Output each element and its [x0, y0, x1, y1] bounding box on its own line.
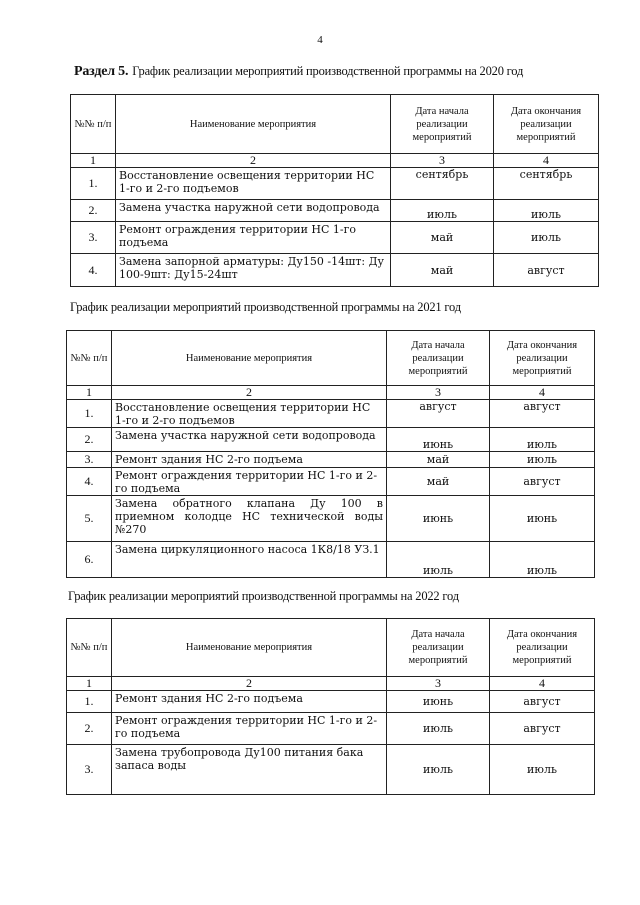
- row-end: июль: [490, 745, 595, 795]
- table-header-row: [67, 619, 595, 677]
- row-name: Замена циркуляционного насоса 1К8/18 УЗ.1: [112, 542, 387, 578]
- header-num: №№ п/п: [71, 95, 116, 154]
- row-start: сентябрь: [391, 168, 494, 200]
- col-index: 1: [71, 154, 116, 168]
- table-row: [71, 168, 599, 200]
- row-num: 1.: [67, 400, 112, 428]
- row-num: 1.: [67, 691, 112, 713]
- row-start: июнь: [387, 691, 490, 713]
- row-name: Восстановление освещения территории НС 1-го и 2-го подъемов: [112, 400, 387, 428]
- table-header-row: [67, 331, 595, 386]
- row-name: Замена обратного клапана Ду 100 в приемном колодце НС технической воды №270: [112, 496, 387, 542]
- col-index: 2: [116, 154, 391, 168]
- table-row: [71, 200, 599, 222]
- header-start: Дата начала реализации мероприятий: [391, 95, 494, 154]
- row-num: 5.: [67, 496, 112, 542]
- row-end: август: [490, 400, 595, 428]
- row-start: август: [387, 400, 490, 428]
- row-start: июнь: [387, 496, 490, 542]
- schedule-table-2022: [66, 618, 595, 795]
- column-number-row: [71, 154, 599, 168]
- row-end: август: [490, 691, 595, 713]
- row-num: 6.: [67, 542, 112, 578]
- header-num: №№ п/п: [67, 619, 112, 677]
- table-row: [67, 691, 595, 713]
- schedule-table-2020: [70, 94, 599, 287]
- row-start: июль: [387, 745, 490, 795]
- row-start: май: [387, 468, 490, 496]
- col-index: 4: [490, 677, 595, 691]
- header-name: Наименование мероприятия: [116, 95, 391, 154]
- col-index: 4: [490, 386, 595, 400]
- col-index: 2: [112, 677, 387, 691]
- row-start: май: [387, 452, 490, 468]
- table-row: [67, 542, 595, 578]
- col-index: 3: [391, 154, 494, 168]
- row-num: 4.: [71, 254, 116, 287]
- table-row: [67, 496, 595, 542]
- col-index: 1: [67, 386, 112, 400]
- row-name: Замена трубопровода Ду100 питания бака запаса воды: [112, 745, 387, 795]
- row-start: июнь: [387, 428, 490, 452]
- row-name: Замена запорной арматуры: Ду150 -14шт: Ду 100-9шт: Ду15-24шт: [116, 254, 391, 287]
- schedule-table-2021: [66, 330, 595, 578]
- table-row: [71, 254, 599, 287]
- table-title: График реализации мероприятий производственной программы на 2022 год: [68, 589, 459, 603]
- row-end: июль: [494, 222, 599, 254]
- row-num: 4.: [67, 468, 112, 496]
- row-num: 3.: [67, 452, 112, 468]
- col-index: 1: [67, 677, 112, 691]
- section-heading-2022: [68, 589, 459, 604]
- row-name: Ремонт здания НС 2-го подъема: [112, 691, 387, 713]
- section-heading-2020: [74, 64, 523, 80]
- table-row: [67, 452, 595, 468]
- row-name: Ремонт ограждения территории НС 1-го и 2-го подъема: [112, 713, 387, 745]
- row-end: июнь: [490, 496, 595, 542]
- header-end: Дата окончания реализации мероприятий: [490, 619, 595, 677]
- row-start: июль: [387, 542, 490, 578]
- row-end: сентябрь: [494, 168, 599, 200]
- row-name: Замена участка наружной сети водопровода: [112, 428, 387, 452]
- col-index: 4: [494, 154, 599, 168]
- row-start: июль: [391, 200, 494, 222]
- row-end: июль: [494, 200, 599, 222]
- column-number-row: [67, 386, 595, 400]
- header-end: Дата окончания реализации мероприятий: [494, 95, 599, 154]
- row-name: Ремонт здания НС 2-го подъема: [112, 452, 387, 468]
- header-end: Дата окончания реализации мероприятий: [490, 331, 595, 386]
- col-index: 2: [112, 386, 387, 400]
- row-end: июль: [490, 452, 595, 468]
- row-name: Ремонт ограждения территории НС 1-го подъема: [116, 222, 391, 254]
- row-end: июль: [490, 542, 595, 578]
- table-row: [67, 468, 595, 496]
- row-num: 2.: [67, 428, 112, 452]
- row-name: Ремонт ограждения территории НС 1-го и 2-го подъема: [112, 468, 387, 496]
- header-start: Дата начала реализации мероприятий: [387, 619, 490, 677]
- table-row: [67, 713, 595, 745]
- table-row: [67, 745, 595, 795]
- table-row: [67, 400, 595, 428]
- col-index: 3: [387, 386, 490, 400]
- header-name: Наименование мероприятия: [112, 331, 387, 386]
- header-num: №№ п/п: [67, 331, 112, 386]
- row-name: Восстановление освещения территории НС 1-го и 2-го подъемов: [116, 168, 391, 200]
- row-num: 2.: [67, 713, 112, 745]
- header-name: Наименование мероприятия: [112, 619, 387, 677]
- table-row: [67, 428, 595, 452]
- row-name: Замена участка наружной сети водопровода: [116, 200, 391, 222]
- table-row: [71, 222, 599, 254]
- column-number-row: [67, 677, 595, 691]
- row-end: август: [490, 713, 595, 745]
- row-num: 3.: [71, 222, 116, 254]
- table-title: График реализации мероприятий производственной программы на 2021 год: [70, 300, 461, 314]
- row-start: июль: [387, 713, 490, 745]
- row-start: май: [391, 222, 494, 254]
- section-heading-2021: [70, 300, 461, 315]
- row-end: июль: [490, 428, 595, 452]
- section-prefix: Раздел 5.: [74, 64, 129, 79]
- table-header-row: [71, 95, 599, 154]
- row-end: август: [494, 254, 599, 287]
- row-start: май: [391, 254, 494, 287]
- row-end: август: [490, 468, 595, 496]
- page-number: 4: [317, 34, 323, 46]
- table-title: График реализации мероприятий производственной программы на 2020 год: [132, 64, 524, 78]
- col-index: 3: [387, 677, 490, 691]
- row-num: 3.: [67, 745, 112, 795]
- header-start: Дата начала реализации мероприятий: [387, 331, 490, 386]
- row-num: 1.: [71, 168, 116, 200]
- row-num: 2.: [71, 200, 116, 222]
